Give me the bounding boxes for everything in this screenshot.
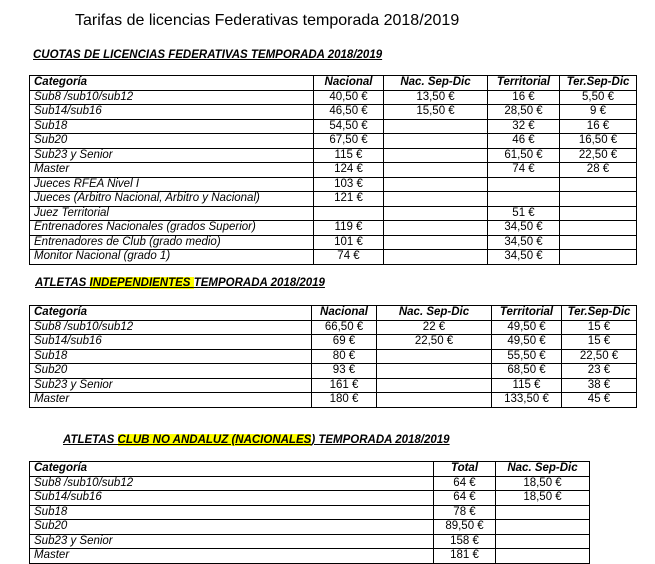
category-cell: Sub20 — [30, 364, 312, 379]
category-cell: Sub18 — [30, 119, 314, 134]
fee-cell: 64 € — [434, 491, 496, 506]
column-header: Nac. Sep-Dic — [496, 462, 590, 477]
column-header: Total — [434, 462, 496, 477]
category-cell: Sub8 /sub10/sub12 — [30, 320, 312, 335]
heading-text: ) TEMPORADA 2018/2019 — [311, 434, 450, 446]
fee-cell: 22 € — [377, 320, 492, 335]
fee-cell — [384, 177, 488, 192]
fee-cell: 61,50 € — [488, 148, 560, 163]
heading-highlight: INDEPENDIENTES — [89, 277, 194, 289]
heading-text: TEMPORADA 2018/2019 — [193, 277, 325, 289]
column-header: Nacional — [314, 76, 384, 91]
heading-text: ATLETAS — [35, 277, 90, 289]
table-row — [30, 364, 637, 379]
table-row — [30, 520, 590, 535]
fee-cell: 18,50 € — [496, 476, 590, 491]
table-row — [30, 90, 637, 105]
fee-cell: 34,50 € — [488, 250, 560, 265]
fee-cell: 40,50 € — [314, 90, 384, 105]
fee-cell: 22,50 € — [377, 335, 492, 350]
category-cell: Entrenadores de Club (grado medio) — [30, 235, 314, 250]
fee-cell — [384, 134, 488, 149]
fee-cell: 55,50 € — [492, 349, 562, 364]
fee-cell: 32 € — [488, 119, 560, 134]
table-row — [30, 206, 637, 221]
table-row — [30, 134, 637, 149]
column-header: Territorial — [488, 76, 560, 91]
fee-cell: 80 € — [312, 349, 377, 364]
category-cell: Master — [30, 549, 434, 564]
fee-cell: 103 € — [314, 177, 384, 192]
fee-cell: 5,50 € — [560, 90, 637, 105]
category-cell: Sub8 /sub10/sub12 — [30, 90, 314, 105]
fee-cell — [496, 520, 590, 535]
fee-cell: 34,50 € — [488, 221, 560, 236]
fee-cell — [488, 192, 560, 207]
fee-cell — [488, 177, 560, 192]
fee-cell — [384, 221, 488, 236]
fee-cell — [496, 505, 590, 520]
fee-cell — [384, 119, 488, 134]
table-row — [30, 378, 637, 393]
fee-cell: 119 € — [314, 221, 384, 236]
fee-cell: 74 € — [314, 250, 384, 265]
category-cell: Sub14/sub16 — [30, 335, 312, 350]
column-header: Categoría — [30, 76, 314, 91]
column-header: Ter.Sep-Dic — [560, 76, 637, 91]
fee-cell — [496, 534, 590, 549]
column-header: Nac. Sep-Dic — [377, 306, 492, 321]
fee-cell: 67,50 € — [314, 134, 384, 149]
fee-cell: 49,50 € — [492, 335, 562, 350]
category-cell: Jueces (Arbitro Nacional, Arbitro y Nacional) — [30, 192, 314, 207]
fee-cell: 46,50 € — [314, 105, 384, 120]
fee-table-club-no-andaluz — [29, 461, 590, 564]
fee-cell: 121 € — [314, 192, 384, 207]
column-header: Territorial — [492, 306, 562, 321]
fee-cell: 15,50 € — [384, 105, 488, 120]
fee-cell — [384, 206, 488, 221]
category-cell: Sub8 /sub10/sub12 — [30, 476, 434, 491]
column-header: Categoría — [30, 462, 434, 477]
fee-cell — [377, 364, 492, 379]
fee-cell: 161 € — [312, 378, 377, 393]
fee-table-independientes — [29, 305, 637, 408]
category-cell: Sub23 y Senior — [30, 378, 312, 393]
fee-cell: 9 € — [560, 105, 637, 120]
category-cell: Juez Territorial — [30, 206, 314, 221]
category-cell: Sub18 — [30, 505, 434, 520]
fee-cell: 64 € — [434, 476, 496, 491]
fee-cell: 49,50 € — [492, 320, 562, 335]
heading-text: ATLETAS — [63, 434, 118, 446]
category-cell: Sub14/sub16 — [30, 105, 314, 120]
category-cell: Master — [30, 163, 314, 178]
fee-cell: 28 € — [560, 163, 637, 178]
category-cell: Sub23 y Senior — [30, 148, 314, 163]
category-cell: Master — [30, 393, 312, 408]
fee-cell: 22,50 € — [560, 148, 637, 163]
fee-cell: 180 € — [312, 393, 377, 408]
fee-cell: 89,50 € — [434, 520, 496, 535]
fee-cell — [496, 549, 590, 564]
category-cell: Jueces RFEA Nivel I — [30, 177, 314, 192]
table-row — [30, 320, 637, 335]
category-cell: Sub23 y Senior — [30, 534, 434, 549]
fee-cell: 15 € — [562, 335, 637, 350]
fee-cell: 101 € — [314, 235, 384, 250]
table-row — [30, 349, 637, 364]
table-row — [30, 250, 637, 265]
fee-cell: 23 € — [562, 364, 637, 379]
table-row — [30, 192, 637, 207]
fee-cell: 69 € — [312, 335, 377, 350]
category-cell: Sub20 — [30, 134, 314, 149]
fee-cell: 68,50 € — [492, 364, 562, 379]
table-row — [30, 221, 637, 236]
table-row — [30, 163, 637, 178]
table-header-row — [30, 76, 637, 91]
fee-cell: 124 € — [314, 163, 384, 178]
column-header: Ter.Sep-Dic — [562, 306, 637, 321]
table-row — [30, 491, 590, 506]
table-row — [30, 549, 590, 564]
column-header: Nacional — [312, 306, 377, 321]
section-heading-cuotas: CUOTAS DE LICENCIAS FEDERATIVAS TEMPORADA 2018/2019 — [33, 49, 383, 61]
table-row — [30, 177, 637, 192]
fee-cell — [560, 206, 637, 221]
fee-cell: 115 € — [314, 148, 384, 163]
category-cell: Monitor Nacional (grado 1) — [30, 250, 314, 265]
fee-cell — [384, 192, 488, 207]
fee-cell: 158 € — [434, 534, 496, 549]
fee-cell: 16 € — [560, 119, 637, 134]
fee-cell — [384, 250, 488, 265]
fee-cell: 13,50 € — [384, 90, 488, 105]
category-cell: Sub14/sub16 — [30, 491, 434, 506]
fee-cell — [377, 393, 492, 408]
fee-cell: 28,50 € — [488, 105, 560, 120]
fee-cell: 51 € — [488, 206, 560, 221]
table-row — [30, 105, 637, 120]
fee-table-federativas — [29, 75, 637, 265]
fee-cell — [560, 177, 637, 192]
table-row — [30, 393, 637, 408]
fee-cell — [384, 235, 488, 250]
fee-cell: 78 € — [434, 505, 496, 520]
fee-cell: 66,50 € — [312, 320, 377, 335]
section-heading-club-no-andaluz — [63, 434, 450, 446]
category-cell: Entrenadores Nacionales (grados Superior) — [30, 221, 314, 236]
fee-cell — [384, 163, 488, 178]
table-header-row — [30, 462, 590, 477]
table-row — [30, 505, 590, 520]
fee-cell: 38 € — [562, 378, 637, 393]
category-cell: Sub20 — [30, 520, 434, 535]
category-cell: Sub18 — [30, 349, 312, 364]
table-row — [30, 534, 590, 549]
fee-cell: 115 € — [492, 378, 562, 393]
fee-cell: 93 € — [312, 364, 377, 379]
heading-highlight: CLUB NO ANDALUZ (NACIONALES — [117, 434, 312, 446]
fee-cell — [560, 221, 637, 236]
fee-cell: 16 € — [488, 90, 560, 105]
fee-cell: 74 € — [488, 163, 560, 178]
fee-cell: 133,50 € — [492, 393, 562, 408]
fee-cell — [314, 206, 384, 221]
table-row — [30, 235, 637, 250]
section-heading-independientes — [35, 277, 325, 289]
fee-cell: 46 € — [488, 134, 560, 149]
fee-cell — [560, 192, 637, 207]
column-header: Nac. Sep-Dic — [384, 76, 488, 91]
fee-cell: 54,50 € — [314, 119, 384, 134]
fee-cell: 34,50 € — [488, 235, 560, 250]
fee-cell: 181 € — [434, 549, 496, 564]
fee-cell: 22,50 € — [562, 349, 637, 364]
table-row — [30, 476, 590, 491]
fee-cell: 45 € — [562, 393, 637, 408]
table-row — [30, 335, 637, 350]
fee-cell: 16,50 € — [560, 134, 637, 149]
fee-cell — [560, 235, 637, 250]
table-row — [30, 148, 637, 163]
fee-cell — [377, 378, 492, 393]
fee-cell: 18,50 € — [496, 491, 590, 506]
fee-cell — [560, 250, 637, 265]
fee-cell — [377, 349, 492, 364]
fee-cell: 15 € — [562, 320, 637, 335]
table-row — [30, 119, 637, 134]
fee-cell — [384, 148, 488, 163]
table-header-row — [30, 306, 637, 321]
column-header: Categoría — [30, 306, 312, 321]
page-title: Tarifas de licencias Federativas temporada 2018/2019 — [75, 12, 460, 29]
